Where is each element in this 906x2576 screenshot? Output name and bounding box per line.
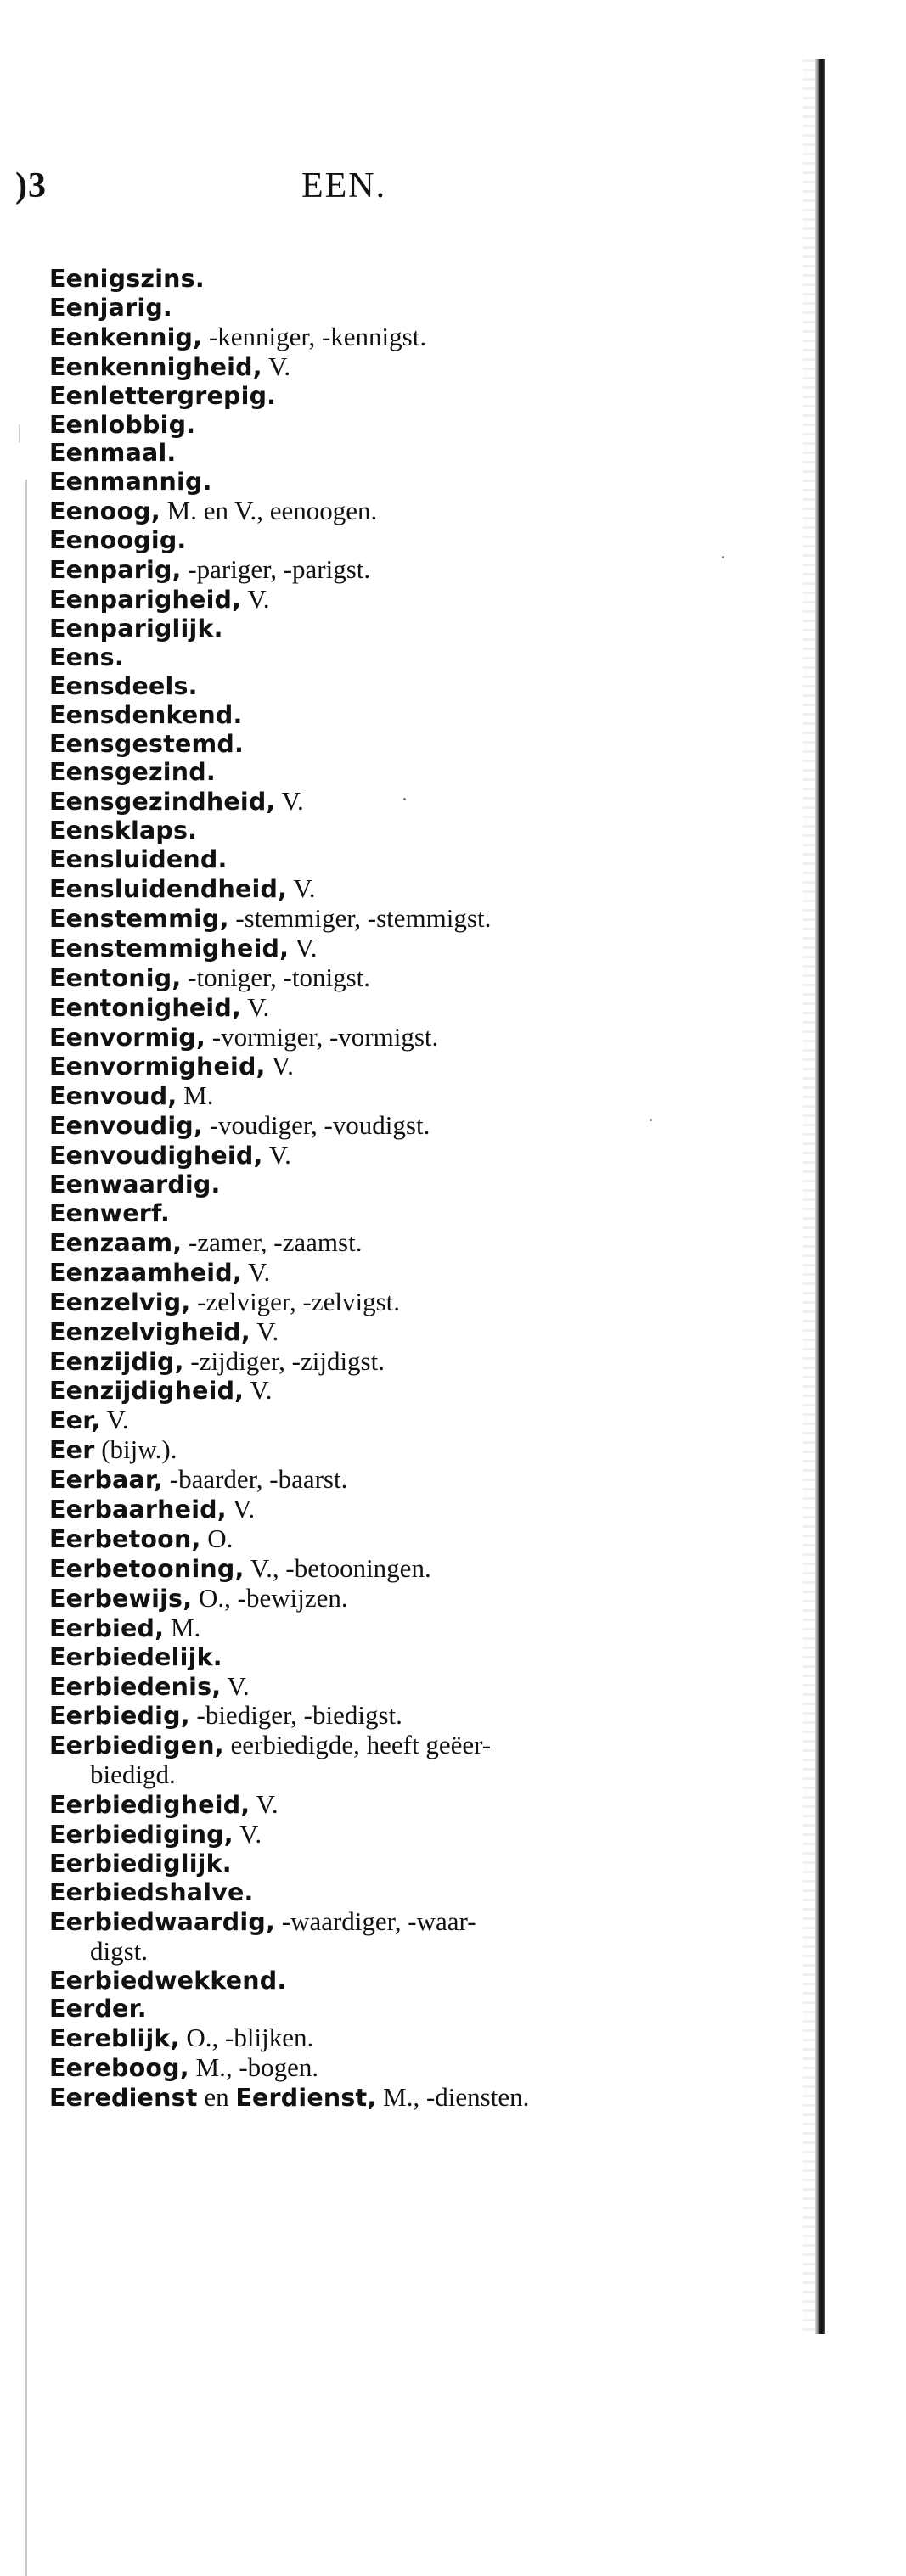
entry-headword: Eerbiedig, [49, 1702, 190, 1731]
entry-headword: Eenoogig. [49, 526, 187, 555]
dictionary-entry [49, 1228, 763, 1258]
entry-grammar: O., -blijken. [179, 2023, 314, 2053]
dictionary-entry [49, 1495, 763, 1524]
entry-headword: Eenstemmig, [49, 904, 229, 933]
entry-headword: Eerder. [49, 1995, 147, 2023]
dictionary-entry [49, 1672, 763, 1702]
entry-headword: Eerbiedshalve. [49, 1877, 254, 1906]
entry-grammar: M. [177, 1080, 214, 1111]
dictionary-entry [49, 730, 763, 759]
entry-headword: Eereblijk, [49, 2024, 180, 2053]
dictionary-entry [49, 1258, 763, 1288]
dictionary-entry [49, 1967, 763, 1995]
entry-headword: Eenkennigheid, [49, 352, 262, 381]
entry-grammar: -kenniger, -kennigst. [202, 321, 427, 351]
dictionary-entry [49, 1406, 763, 1435]
entry-grammar: en [197, 2082, 236, 2113]
entry-grammar: (bijw.). [94, 1434, 177, 1465]
paper-speck [403, 798, 406, 800]
dictionary-entry [49, 615, 763, 643]
dictionary-entry [49, 1081, 763, 1111]
entry-headword: Eenwaardig. [49, 1170, 221, 1199]
entry-grammar: eerbiedigde, heeft geëer- [223, 1730, 492, 1760]
paper-speck [650, 1119, 652, 1121]
entry-headword: Eenvormigheid, [49, 1052, 266, 1081]
entry-grammar: V. [221, 1670, 250, 1701]
dictionary-entry [49, 1347, 763, 1377]
dictionary-entry [49, 934, 763, 963]
dictionary-entry [49, 993, 763, 1023]
dictionary-entry [49, 265, 763, 294]
dictionary-entry [49, 1199, 763, 1228]
entry-headword: Eenzaam, [49, 1228, 183, 1257]
entry-headword: Eerbiediging, [49, 1821, 234, 1849]
entry-grammar: V., -betooningen. [244, 1552, 431, 1583]
entry-headword: Eenlettergrepig. [49, 381, 277, 410]
dictionary-entry [49, 2083, 763, 2113]
entry-headword: Eenzijdigheid, [49, 1377, 245, 1406]
entry-grammar: V. [241, 1256, 271, 1287]
entry-headword: Eenpariglijk. [49, 614, 223, 643]
margin-mark [19, 424, 20, 443]
entry-headword: Eensgestemd. [49, 729, 245, 758]
entry-headword: Eerbiedigen, [49, 1731, 224, 1760]
entry-headword: Eerbaarheid, [49, 1496, 227, 1524]
dictionary-entry [49, 904, 763, 934]
dictionary-entry [49, 817, 763, 845]
entry-grammar: V. [226, 1494, 256, 1524]
dictionary-entry [49, 1584, 763, 1614]
dictionary-entry [49, 1820, 763, 1849]
entry-headword: Eenzelvigheid, [49, 1317, 250, 1346]
entry-grammar: -stemmiger, -stemmigst. [228, 902, 492, 933]
dictionary-entry [49, 1701, 763, 1731]
entry-grammar: -zijdiger, -zijdigst. [183, 1345, 385, 1376]
entry-grammar: -zelviger, -zelvigst. [190, 1286, 401, 1316]
dictionary-entry [49, 1614, 763, 1643]
entry-grammar: -toniger, -tonigst. [181, 962, 371, 992]
entry-headword: Eenvoudigheid, [49, 1142, 263, 1170]
entry-headword: Eenwerf. [49, 1199, 171, 1227]
dictionary-entry [49, 1170, 763, 1199]
entry-grammar: V. [100, 1405, 129, 1435]
entry-headword: Eer [49, 1436, 95, 1465]
entry-headword: Eensgezind. [49, 758, 216, 787]
dictionary-entry [49, 1465, 763, 1495]
entry-headword: Eenvormig, [49, 1023, 205, 1052]
entry-headword: Eenoog, [49, 497, 160, 526]
dictionary-entry [49, 497, 763, 526]
entry-headword: Eenigszins. [49, 265, 205, 293]
gutter-shadow [802, 59, 816, 2334]
entry-headword: Eerbiedigheid, [49, 1791, 250, 1820]
entry-grammar: V. [265, 1051, 294, 1081]
dictionary-entry [49, 1790, 763, 1820]
dictionary-entry [49, 1907, 763, 1937]
dictionary-entry [49, 1995, 763, 2023]
entry-headword: Eenjarig. [49, 293, 172, 322]
running-head: EEN. [301, 166, 387, 205]
dictionary-entry [49, 439, 763, 468]
entry-headword: Eerbiedenis, [49, 1672, 222, 1701]
dictionary-entry [49, 787, 763, 817]
entry-grammar: -vormiger, -vormigst. [205, 1021, 439, 1052]
entry-headword: Eenzaamheid, [49, 1258, 242, 1287]
entry-headword: Eerbied, [49, 1614, 165, 1642]
dictionary-entry [49, 1288, 763, 1317]
entry-headword: Eerbiedwekkend. [49, 1966, 287, 1995]
dictionary-entry [49, 1554, 763, 1584]
entry-grammar: -waardiger, -waar- [275, 1905, 476, 1936]
entry-headword: Eer, [49, 1406, 101, 1435]
dictionary-entry [49, 555, 763, 585]
dictionary-entry [49, 1111, 763, 1141]
entry-grammar: biedigd. [90, 1759, 176, 1790]
entry-grammar: -zamer, -zaamst. [182, 1226, 363, 1257]
entry-headword: Eerbewijs, [49, 1584, 193, 1613]
entry-headword: Eerbaar, [49, 1466, 164, 1495]
entry-grammar: -baarder, -baarst. [163, 1464, 348, 1495]
dictionary-entry [49, 468, 763, 497]
dictionary-entry [49, 2023, 763, 2053]
dictionary-entry [49, 1023, 763, 1052]
entry-headword: Eerbiedwaardig, [49, 1907, 275, 1936]
entry-grammar: V. [262, 1140, 291, 1170]
paper-speck [722, 556, 724, 558]
dictionary-entry [49, 643, 763, 672]
entry-continuation [49, 1760, 763, 1790]
entry-headword: Eenlobbig. [49, 410, 196, 439]
dictionary-entry [49, 411, 763, 440]
entry-headword: Eensklaps. [49, 817, 198, 845]
entry-grammar: digst. [90, 1935, 149, 1966]
dictionary-entry [49, 1878, 763, 1907]
entry-grammar: -voudiger, -voudigst. [202, 1110, 430, 1141]
entry-grammar: M. [164, 1612, 201, 1642]
entry-grammar: V. [262, 351, 291, 381]
entry-continuation [49, 1937, 763, 1967]
dictionary-entry [49, 874, 763, 904]
entry-headword: Eenparig, [49, 556, 182, 585]
entry-grammar: M., -bogen. [189, 2052, 319, 2083]
entry-headword: Eensluidendheid, [49, 875, 288, 904]
entry-headword: Eensdeels. [49, 671, 198, 700]
entry-headword: Eens. [49, 643, 124, 671]
entry-headword: Eensgezindheid, [49, 788, 276, 817]
page-number: )3 [15, 166, 47, 205]
entry-headword-variant: Eerdienst, [235, 2084, 377, 2113]
entry-grammar: V. [275, 786, 304, 817]
entry-headword: Eereboog, [49, 2054, 189, 2083]
entry-headword: Eerbiediglijk. [49, 1849, 232, 1877]
entry-grammar: V. [241, 583, 270, 614]
entry-headword: Eerbiedelijk. [49, 1642, 222, 1671]
entry-headword: Eensdenkend. [49, 700, 243, 729]
entry-grammar: M. en V., eenoogen. [160, 496, 378, 526]
dictionary-entry [49, 758, 763, 787]
entry-headword: Eensluidend. [49, 845, 228, 874]
dictionary-entry [49, 585, 763, 615]
dictionary-entry [49, 526, 763, 555]
entry-headword: Eentonig, [49, 963, 182, 992]
entry-grammar: V. [240, 991, 270, 1022]
entry-grammar: M., -diensten. [376, 2082, 530, 2113]
entry-headword: Eenmannig. [49, 468, 212, 497]
dictionary-entry [49, 2053, 763, 2083]
dictionary-entry [49, 672, 763, 701]
dictionary-entry [49, 1435, 763, 1465]
entry-grammar: O. [200, 1523, 234, 1553]
entry-grammar: -biediger, -biedigst. [189, 1700, 402, 1731]
entry-grammar: V. [250, 1316, 279, 1346]
dictionary-entry [49, 323, 763, 352]
dictionary-entry [49, 1731, 763, 1760]
entry-grammar: V. [244, 1375, 273, 1406]
dictionary-entry [49, 1643, 763, 1672]
dictionary-entry [49, 1141, 763, 1170]
dictionary-entry [49, 1052, 763, 1081]
entry-headword: Eerbetoon, [49, 1524, 201, 1553]
entry-headword: Eeredienst [49, 2084, 198, 2113]
entry-headword: Eenvoudig, [49, 1112, 203, 1141]
dictionary-entry [49, 963, 763, 993]
entry-headword: Eenkennig, [49, 323, 203, 351]
dictionary-entry [49, 382, 763, 411]
dictionary-entry [49, 352, 763, 382]
entry-headword: Eenstemmigheid, [49, 934, 290, 962]
dictionary-entry [49, 1376, 763, 1406]
dictionary-entry [49, 1849, 763, 1878]
dictionary-entry [49, 845, 763, 874]
binding-gutter [815, 59, 825, 2334]
entry-headword: Eenmaal. [49, 439, 177, 468]
entry-grammar: V. [233, 1819, 262, 1849]
entry-headword: Eenparigheid, [49, 585, 242, 614]
entry-grammar: O., -bewijzen. [192, 1582, 348, 1613]
dictionary-entry [49, 701, 763, 730]
entry-headword: Eerbetooning, [49, 1554, 245, 1583]
entry-grammar: -pariger, -parigst. [181, 554, 371, 585]
entry-grammar: V. [287, 873, 316, 904]
dictionary-entry [49, 1317, 763, 1347]
left-margin-rule [25, 480, 27, 2576]
entry-grammar: V. [250, 1789, 279, 1820]
dictionary-entry [49, 294, 763, 323]
dictionary-entry [49, 1524, 763, 1554]
entry-headword: Eenzijdig, [49, 1347, 184, 1376]
dictionary-entry-list [49, 265, 763, 2113]
entry-headword: Eenvoud, [49, 1082, 177, 1111]
entry-headword: Eentonigheid, [49, 993, 241, 1022]
entry-headword: Eenzelvig, [49, 1288, 191, 1316]
entry-grammar: V. [289, 932, 318, 962]
